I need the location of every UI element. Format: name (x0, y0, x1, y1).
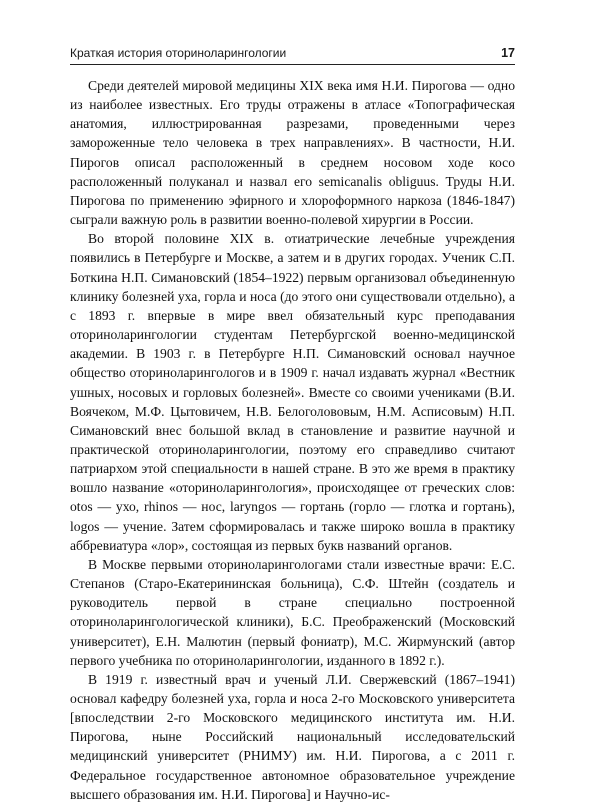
paragraph-sverzhevsky: В 1919 г. известный врач и ученый Л.И. Свержевский (1867–1941) основал кафедру болезней уха, горла и носа 2-го Московского университета [впоследствии 2-го Московского медицинского института им. Н.И. Пирогова, ныне Российский национальный исследовательский медицинский университет (РНИМУ) им. Н.И. Пирогова, а с 2011 г. Федеральное государственное автономное образовательное учреждение высшего образования им. Н.И. Пирогова] и Научно-ис- (70, 671, 515, 802)
paragraph-moscow-doctors: В Москве первыми оториноларингологами стали известные врачи: Е.С. Степанов (Старо-Екатерининская больница), С.Ф. Штейн (создатель и руководитель первой в стране специально построенной оториноларингологической клиники), Б.С. Преображенский (Московский университет), Е.Н. Малютин (первый фониатр), М.С. Жирмунский (автор первого учебника по оториноларингологии, изданного в 1892 г.). (70, 556, 515, 668)
paragraph-pirogov: Среди деятелей мировой медицины XIX века имя Н.И. Пирогова — одно из наиболее известных. Его труды отражены в атласе «Топографическая анатомия, иллюстрированная разрезами, проведенными через замороженные тело человека в трех направлениях». В частности, Н.И. Пирогов описал расположенный в среднем носовом ходе косо расположенный полуканал и назвал его semicanalis obliguus. Труды Н.И. Пирогова по применению эфирного и хлороформного наркоза (1846-1847) сыграли важную роль в развитии военно-полевой хирургии в России. (70, 78, 515, 228)
running-header (70, 46, 515, 64)
header-rule (70, 64, 515, 65)
page-number: 17 (501, 46, 515, 60)
body-text (70, 76, 515, 804)
running-title: Краткая история оториноларингологии (70, 46, 287, 60)
paragraph-simanovsky: Во второй половине XIX в. отиатрические лечебные учреждения появились в Петербурге и Москве, а затем и в других городах. Ученик С.П. Боткина Н.П. Симановский (1854–1922) первым организовал объединенную клинику болезней уха, горла и носа (до этого они существовали отдельно), а с 1893 г. впервые в мире ввел обязательный курс преподавания оториноларингологии студентам Петербургской военно-медицинской академии. В 1903 г. в Петербурге Н.П. Симановский основал научное общество оториноларингологов и в 1909 г. начал издавать журнал «Вестник ушных, носовых и горловых болезней». Вместе со своими учениками (В.И. Воячеком, М.Ф. Цытовичем, Н.В. Белоголововым, Н.М. Асписовым) Н.П. Симановский внес большой вклад в становление и развитие научной и практической оториноларингологии, поэтому его справедливо считают патриархом этой специальности в нашей стране. В это же время в практику вошло название «оториноларингология», происходящее от греческих слов: otos — ухо, rhinos — нос, laryngos — гортань (горло — глотка и гортань), logos — учение. Затем сформировалась и также широко вошла в практику аббревиатура «лор», состоящая из первых букв названий органов. (70, 231, 515, 553)
